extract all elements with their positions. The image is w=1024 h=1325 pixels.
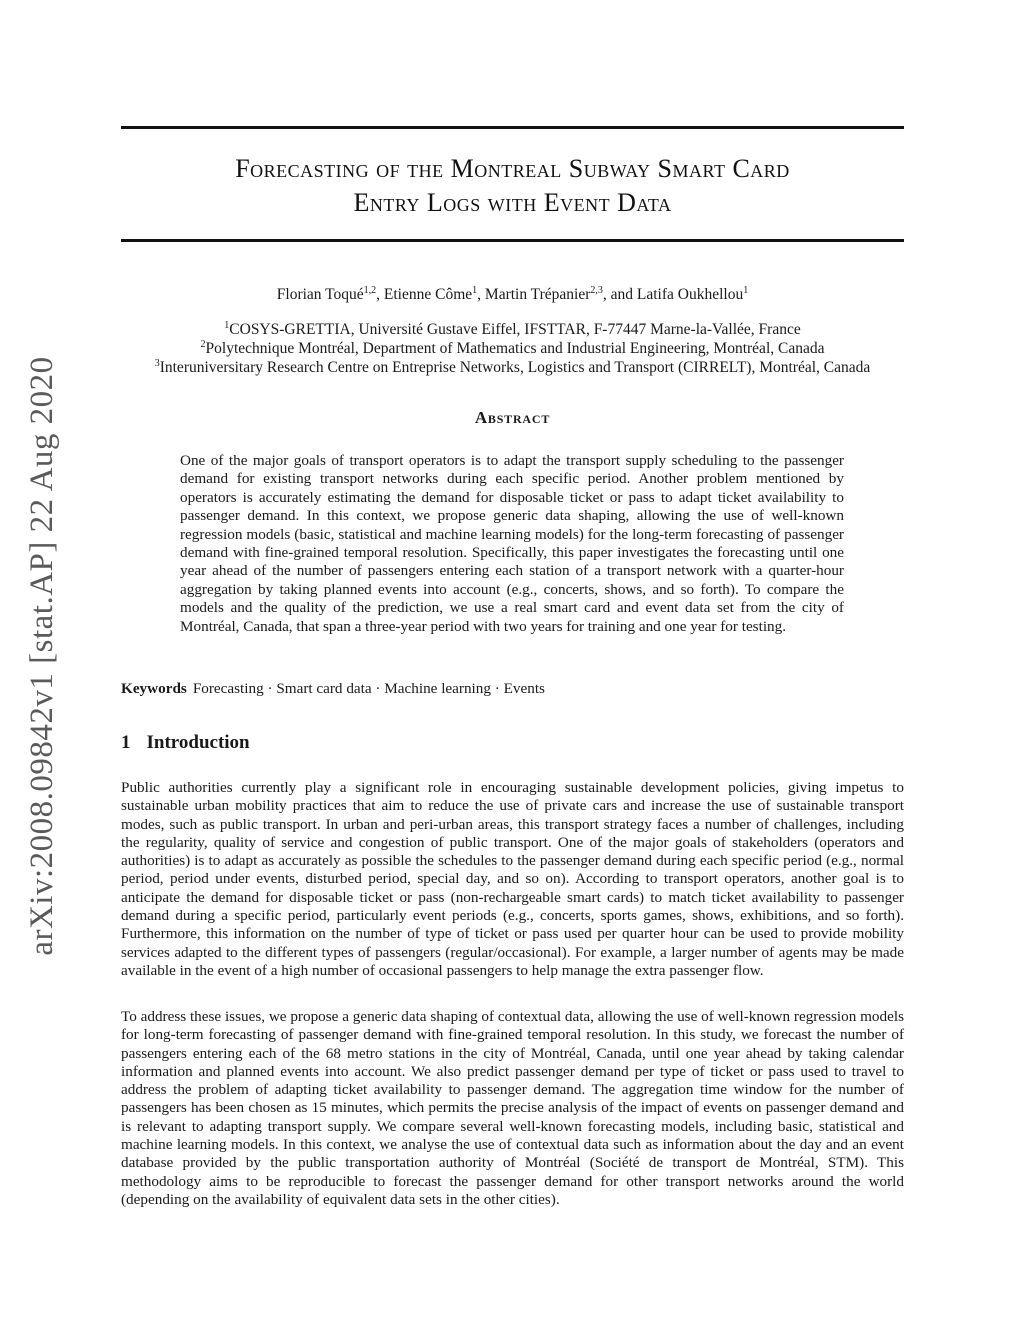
author-affiliation-mark: 2,3 [590, 284, 603, 296]
author-name: Latifa Oukhellou [636, 286, 744, 303]
keywords-label: Keywords [121, 680, 187, 697]
paper-title [121, 152, 904, 220]
affiliation-text: COSYS-GRETTIA, Université Gustave Eiffel, IFSTTAR, F-77447 Marne-la-Vallée, France [229, 321, 801, 338]
title-top-rule [121, 126, 904, 129]
title-bottom-rule [121, 239, 904, 242]
body-paragraph: To address these issues, we propose a generic data shaping of contextual data, allowing the use of well-known regression models for long-term forecasting of passenger demand with fine-grained temporal resolution. In this study, we forecast the number of passengers entering each of the 68 metro stations in the city of Montréal, Canada, until one year ahead by taking calendar information and planned events into account. We also predict passenger demand per type of ticket or pass used to travel to address the problem of adapting ticket availability to passenger demand. The aggregation time window for the number of passengers has been chosen as 15 minutes, which permits the precise analysis of the impact of events on passenger demand and is relevant to adapting transport supply. We compare several well-known forecasting models, including basic, statistical and machine learning models. In this context, we analyse the use of contextual data such as information about the day and an event database provided by the public transportation authority of Montréal (Société de transport de Montréal, STM). This methodology aims to be reproducible to forecast the passenger demand for other transport networks around the world (depending on the availability of equivalent data sets in the other cities). [121, 1008, 904, 1208]
abstract-heading: Abstract [474, 408, 551, 427]
author-separator: , [477, 286, 485, 303]
keywords [121, 680, 545, 698]
section-title: Introduction [146, 732, 250, 753]
affiliation-mark: 1 [224, 319, 230, 331]
affiliation-mark: 2 [200, 338, 206, 350]
affiliation-text: Polytechnique Montréal, Department of Mathematics and Industrial Engineering, Montréal, Canada [205, 340, 825, 357]
abstract-text: One of the major goals of transport operators is to adapt the transport supply scheduling to the passenger demand for existing transport networks during each specific period. Another problem mentioned by operators is accurately estimating the demand for disposable ticket or pass to adapt ticket availability to passenger demand. In this context, we propose generic data shaping, allowing the use of well-known regression models (basic, statistical and machine learning models) for the long-term forecasting of passenger demand with fine-grained temporal resolution. Specifically, this paper investigates the forecasting until one year ahead of the number of passengers entering each station of a transport network with a quarter-hour aggregation by taking planned events into account (e.g., concerts, shows, and so forth). To compare the models and the quality of the prediction, we use a real smart card and event data set from the city of Montréal, Canada, that span a three-year period with two years for training and one year for testing. [180, 452, 844, 635]
title-line-2: Entry Logs with Event Data [353, 188, 672, 217]
author-affiliation-mark: 1 [472, 284, 478, 296]
author-affiliation-mark: 1 [743, 284, 749, 296]
author-name: Etienne Côme [383, 286, 473, 303]
affiliation [100, 339, 925, 358]
affiliation-text: Interuniversitary Research Centre on Entreprise Networks, Logistics and Transport (CIRRELT), Montréal, Canada [159, 359, 871, 376]
author-separator: , [376, 286, 384, 303]
author-affiliation-mark: 1,2 [363, 284, 377, 296]
affiliation [100, 358, 925, 377]
section-heading-introduction [121, 732, 250, 754]
affiliation-list [100, 320, 925, 377]
author-name: Martin Trépanier [484, 286, 591, 303]
arxiv-side-stamp: arXiv:2008.09842v1 [stat.AP] 22 Aug 2020 [23, 356, 60, 956]
author-separator: , and [602, 286, 637, 303]
body-paragraph: Public authorities currently play a significant role in encouraging sustainable development policies, giving impetus to sustainable urban mobility practices that aim to reduce the use of private cars and increase the use of sustainable transport modes, such as public transport. In urban and peri-urban areas, this transport strategy faces a number of challenges, including the regularity, quality of service and congestion of public transport. One of the major goals of stakeholders (operators and authorities) is to adapt as accurately as possible the schedules to the passenger demand during each specific period (e.g., normal period, period under events, disturbed period, special day, and so on). According to transport operators, another goal is to anticipate the demand for disposable ticket or pass (non-rechargeable smart cards) to match ticket availability to passenger demand during a specific period, particularly event periods (e.g., concerts, sports games, shows, exhibitions, and so forth). Furthermore, this information on the number of type of ticket or pass used per quarter hour can be used to provide mobility services adapted to the different types of passengers (regular/occasional). For example, a larger number of agents may be made available in the event of a high number of occasional passengers to help manage the extra passenger flow. [121, 779, 904, 979]
affiliation-mark: 3 [154, 357, 160, 369]
affiliation [100, 320, 925, 339]
author-list [121, 285, 904, 305]
section-number: 1 [121, 732, 131, 753]
author-name: Florian Toqué [276, 286, 364, 303]
title-line-1: Forecasting of the Montreal Subway Smart Card [235, 154, 790, 183]
keywords-text: Forecasting · Smart card data · Machine learning · Events [192, 680, 545, 697]
